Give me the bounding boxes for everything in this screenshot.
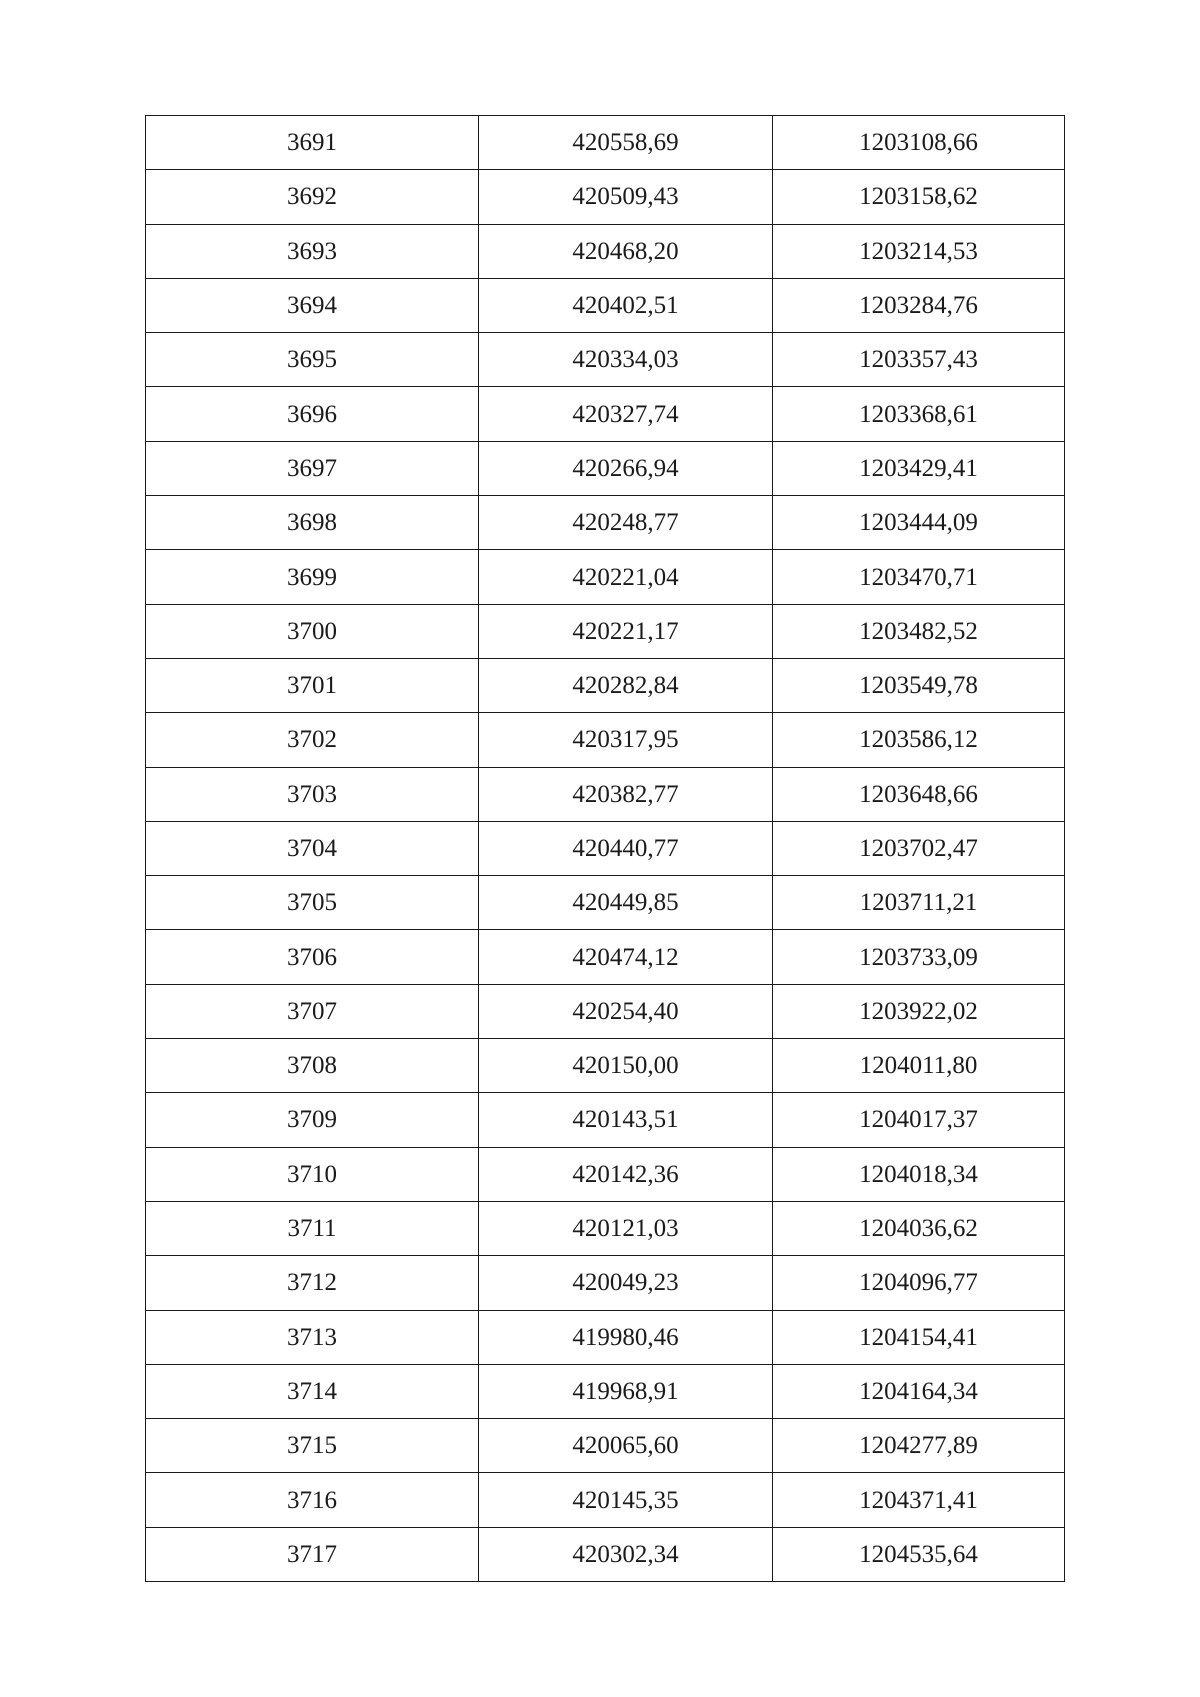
point-number-cell: 3691 bbox=[146, 116, 479, 170]
point-number-cell: 3700 bbox=[146, 604, 479, 658]
x-coordinate-cell: 420440,77 bbox=[479, 821, 773, 875]
x-coordinate-cell: 420327,74 bbox=[479, 387, 773, 441]
table-row bbox=[146, 930, 1065, 984]
x-coordinate-cell: 420382,77 bbox=[479, 767, 773, 821]
x-coordinate-cell: 420474,12 bbox=[479, 930, 773, 984]
table-row bbox=[146, 116, 1065, 170]
x-coordinate-cell: 420143,51 bbox=[479, 1093, 773, 1147]
x-coordinate-cell: 420402,51 bbox=[479, 278, 773, 332]
table-row bbox=[146, 713, 1065, 767]
table-row bbox=[146, 170, 1065, 224]
point-number-cell: 3710 bbox=[146, 1147, 479, 1201]
x-coordinate-cell: 419980,46 bbox=[479, 1310, 773, 1364]
y-coordinate-cell: 1204535,64 bbox=[773, 1527, 1065, 1581]
x-coordinate-cell: 420248,77 bbox=[479, 496, 773, 550]
x-coordinate-cell: 420317,95 bbox=[479, 713, 773, 767]
point-number-cell: 3698 bbox=[146, 496, 479, 550]
y-coordinate-cell: 1204011,80 bbox=[773, 1039, 1065, 1093]
table-row bbox=[146, 1093, 1065, 1147]
y-coordinate-cell: 1203284,76 bbox=[773, 278, 1065, 332]
x-coordinate-cell: 419968,91 bbox=[479, 1364, 773, 1418]
table-row bbox=[146, 387, 1065, 441]
point-number-cell: 3692 bbox=[146, 170, 479, 224]
table-row bbox=[146, 1256, 1065, 1310]
y-coordinate-cell: 1204277,89 bbox=[773, 1419, 1065, 1473]
x-coordinate-cell: 420049,23 bbox=[479, 1256, 773, 1310]
table-row bbox=[146, 604, 1065, 658]
table-row bbox=[146, 1473, 1065, 1527]
table-row bbox=[146, 1147, 1065, 1201]
y-coordinate-cell: 1204018,34 bbox=[773, 1147, 1065, 1201]
y-coordinate-cell: 1203482,52 bbox=[773, 604, 1065, 658]
y-coordinate-cell: 1203549,78 bbox=[773, 658, 1065, 712]
y-coordinate-cell: 1204154,41 bbox=[773, 1310, 1065, 1364]
x-coordinate-cell: 420254,40 bbox=[479, 984, 773, 1038]
point-number-cell: 3694 bbox=[146, 278, 479, 332]
point-number-cell: 3706 bbox=[146, 930, 479, 984]
table-row bbox=[146, 1364, 1065, 1418]
point-number-cell: 3709 bbox=[146, 1093, 479, 1147]
point-number-cell: 3704 bbox=[146, 821, 479, 875]
point-number-cell: 3703 bbox=[146, 767, 479, 821]
x-coordinate-cell: 420558,69 bbox=[479, 116, 773, 170]
point-number-cell: 3702 bbox=[146, 713, 479, 767]
point-number-cell: 3716 bbox=[146, 1473, 479, 1527]
table-row bbox=[146, 496, 1065, 550]
y-coordinate-cell: 1203444,09 bbox=[773, 496, 1065, 550]
x-coordinate-cell: 420468,20 bbox=[479, 224, 773, 278]
coordinates-table bbox=[145, 115, 1065, 1582]
table-row bbox=[146, 984, 1065, 1038]
y-coordinate-cell: 1204017,37 bbox=[773, 1093, 1065, 1147]
point-number-cell: 3696 bbox=[146, 387, 479, 441]
y-coordinate-cell: 1203429,41 bbox=[773, 441, 1065, 495]
table-row bbox=[146, 1039, 1065, 1093]
point-number-cell: 3697 bbox=[146, 441, 479, 495]
table-row bbox=[146, 1527, 1065, 1581]
y-coordinate-cell: 1203357,43 bbox=[773, 333, 1065, 387]
table-row bbox=[146, 1419, 1065, 1473]
point-number-cell: 3705 bbox=[146, 876, 479, 930]
point-number-cell: 3693 bbox=[146, 224, 479, 278]
table-row bbox=[146, 658, 1065, 712]
table-row bbox=[146, 767, 1065, 821]
x-coordinate-cell: 420509,43 bbox=[479, 170, 773, 224]
y-coordinate-cell: 1203733,09 bbox=[773, 930, 1065, 984]
point-number-cell: 3707 bbox=[146, 984, 479, 1038]
x-coordinate-cell: 420142,36 bbox=[479, 1147, 773, 1201]
table-row bbox=[146, 333, 1065, 387]
x-coordinate-cell: 420121,03 bbox=[479, 1201, 773, 1255]
point-number-cell: 3699 bbox=[146, 550, 479, 604]
y-coordinate-cell: 1204096,77 bbox=[773, 1256, 1065, 1310]
point-number-cell: 3711 bbox=[146, 1201, 479, 1255]
x-coordinate-cell: 420221,17 bbox=[479, 604, 773, 658]
y-coordinate-cell: 1203922,02 bbox=[773, 984, 1065, 1038]
y-coordinate-cell: 1204036,62 bbox=[773, 1201, 1065, 1255]
y-coordinate-cell: 1203214,53 bbox=[773, 224, 1065, 278]
point-number-cell: 3708 bbox=[146, 1039, 479, 1093]
point-number-cell: 3714 bbox=[146, 1364, 479, 1418]
table-row bbox=[146, 1310, 1065, 1364]
table-row bbox=[146, 278, 1065, 332]
point-number-cell: 3695 bbox=[146, 333, 479, 387]
x-coordinate-cell: 420150,00 bbox=[479, 1039, 773, 1093]
y-coordinate-cell: 1204164,34 bbox=[773, 1364, 1065, 1418]
table-row bbox=[146, 821, 1065, 875]
table-row bbox=[146, 876, 1065, 930]
y-coordinate-cell: 1203702,47 bbox=[773, 821, 1065, 875]
y-coordinate-cell: 1203368,61 bbox=[773, 387, 1065, 441]
table-row bbox=[146, 224, 1065, 278]
point-number-cell: 3715 bbox=[146, 1419, 479, 1473]
x-coordinate-cell: 420221,04 bbox=[479, 550, 773, 604]
y-coordinate-cell: 1203586,12 bbox=[773, 713, 1065, 767]
y-coordinate-cell: 1203158,62 bbox=[773, 170, 1065, 224]
y-coordinate-cell: 1204371,41 bbox=[773, 1473, 1065, 1527]
x-coordinate-cell: 420065,60 bbox=[479, 1419, 773, 1473]
point-number-cell: 3717 bbox=[146, 1527, 479, 1581]
y-coordinate-cell: 1203108,66 bbox=[773, 116, 1065, 170]
table-row bbox=[146, 550, 1065, 604]
x-coordinate-cell: 420266,94 bbox=[479, 441, 773, 495]
table-row bbox=[146, 441, 1065, 495]
point-number-cell: 3701 bbox=[146, 658, 479, 712]
y-coordinate-cell: 1203711,21 bbox=[773, 876, 1065, 930]
x-coordinate-cell: 420302,34 bbox=[479, 1527, 773, 1581]
x-coordinate-cell: 420145,35 bbox=[479, 1473, 773, 1527]
x-coordinate-cell: 420449,85 bbox=[479, 876, 773, 930]
y-coordinate-cell: 1203470,71 bbox=[773, 550, 1065, 604]
table-row bbox=[146, 1201, 1065, 1255]
point-number-cell: 3712 bbox=[146, 1256, 479, 1310]
coordinates-table-body bbox=[146, 116, 1065, 1582]
x-coordinate-cell: 420334,03 bbox=[479, 333, 773, 387]
point-number-cell: 3713 bbox=[146, 1310, 479, 1364]
x-coordinate-cell: 420282,84 bbox=[479, 658, 773, 712]
y-coordinate-cell: 1203648,66 bbox=[773, 767, 1065, 821]
